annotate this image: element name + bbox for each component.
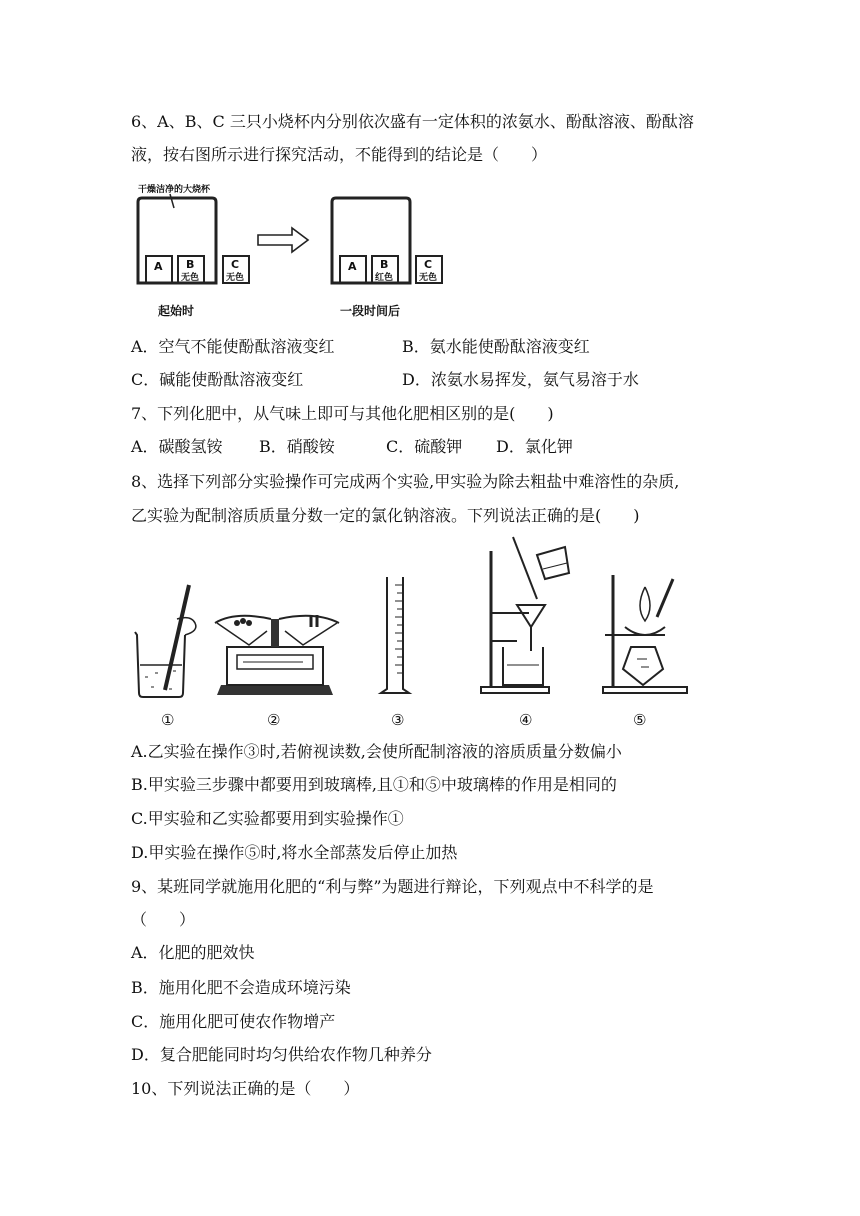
q6-figure [130,178,450,322]
label-pointer [170,194,174,208]
apparatus-5-evaporation [603,575,687,693]
q8-stem-line2: 乙实验为配制溶质质量分数一定的氯化钠溶液。下列说法正确的是( ) [131,506,640,525]
beaker-b-label-left: B [186,258,195,271]
beaker-a-label-right: A [348,260,357,273]
q7-option-b: B．硝酸铵 [259,437,335,456]
beaker-b-color-left: 无色 [181,273,200,283]
q6-figure-drawing [130,178,450,322]
q8-option-a: A.乙实验在操作③时,若俯视读数,会使所配制溶液的溶质质量分数偏小 [131,742,622,761]
beaker-c-label-left: C [231,258,240,271]
q7-stem: 7、下列化肥中，从气味上即可与其他化肥相区别的是( ) [131,404,554,423]
after-caption: 一段时间后 [340,304,401,318]
q8-option-d: D.甲实验在操作⑤时,将水全部蒸发后停止加热 [131,843,458,862]
beaker-c-label-right: C [424,258,433,271]
apparatus-1-dissolving [135,585,196,697]
apparatus-2-balance [215,615,339,695]
q9-stem-line1: 9、某班同学就施用化肥的“利与弊”为题进行辩论，下列观点中不科学的是 [131,877,654,896]
big-beaker-label: 干燥洁净的大烧杯 [138,185,211,195]
q9-option-c: C．施用化肥可使农作物增产 [131,1012,336,1031]
apparatus-label-1: ① [161,711,175,729]
q7-option-d: D．氯化钾 [496,437,573,456]
beaker-b-color-right: 红色 [375,273,394,283]
q9-stem-line2: （ ） [131,910,196,929]
q8-option-b: B.甲实验三步骤中都要用到玻璃棒,且①和⑤中玻璃棒的作用是相同的 [131,775,617,794]
apparatus-label-2: ② [267,711,281,729]
q6-stem-line1: 6、A、B、C 三只小烧杯内分别依次盛有一定体积的浓氨水、酚酞溶液、酚酞溶 [131,112,694,131]
arrow-icon [258,228,308,252]
q10-stem: 10、下列说法正确的是（ ） [131,1079,360,1098]
start-caption: 起始时 [158,304,195,318]
q8-apparatus-drawing [125,535,695,735]
q6-option-a: A．空气不能使酚酞溶液变红 [131,337,335,356]
q9-option-b: B．施用化肥不会造成环境污染 [131,978,351,997]
apparatus-label-3: ③ [391,711,405,729]
q9-option-a: A．化肥的肥效快 [131,943,255,962]
q6-option-c: C．碱能使酚酞溶液变红 [131,370,304,389]
q7-option-c: C．硫酸钾 [386,437,463,456]
beaker-c-color-right: 无色 [419,273,438,283]
q9-option-d: D．复合肥能同时均匀供给农作物几种养分 [131,1045,432,1064]
q8-option-c: C.甲实验和乙实验都要用到实验操作① [131,809,404,828]
apparatus-label-4: ④ [519,711,533,729]
beaker-b-label-right: B [380,258,389,271]
q8-figure [125,535,695,735]
q8-stem-line1: 8、选择下列部分实验操作可完成两个实验,甲实验为除去粗盐中难溶性的杂质, [131,472,680,491]
q6-option-b: B．氨水能使酚酞溶液变红 [402,337,590,356]
apparatus-3-cylinder [381,577,409,693]
apparatus-label-5: ⑤ [633,711,647,729]
q7-option-a: A．碳酸氢铵 [131,437,223,456]
beaker-c-color-left: 无色 [226,273,245,283]
q6-stem-line2: 液，按右图所示进行探究活动，不能得到的结论是（ ） [131,145,548,164]
q6-option-d: D．浓氨水易挥发，氨气易溶于水 [402,370,639,389]
beaker-a-label-left: A [154,260,163,273]
apparatus-4-filtration [481,537,569,693]
